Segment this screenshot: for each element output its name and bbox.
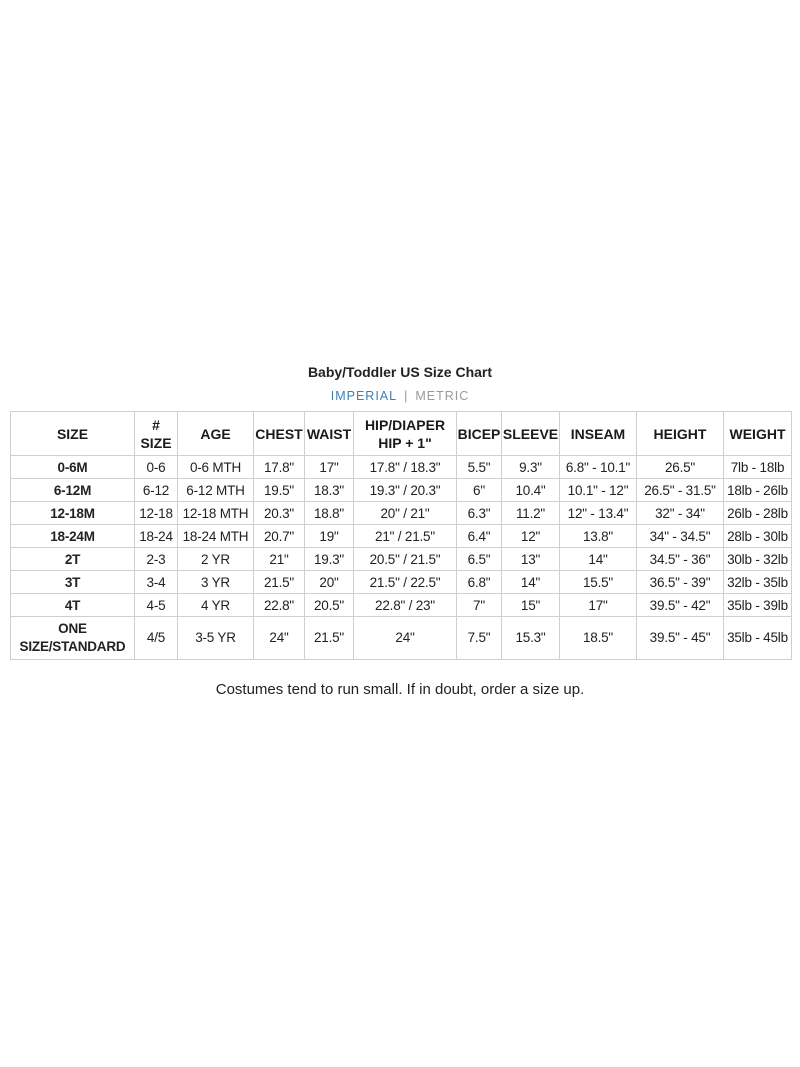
table-cell: 21.5" bbox=[305, 617, 354, 660]
tab-imperial[interactable]: IMPERIAL bbox=[330, 389, 398, 403]
table-row bbox=[11, 548, 792, 571]
table-cell: 30lb - 32lb bbox=[724, 548, 792, 571]
table-cell: 35lb - 45lb bbox=[724, 617, 792, 660]
table-cell: 32" - 34" bbox=[637, 502, 724, 525]
table-cell: 21.5" / 22.5" bbox=[354, 571, 457, 594]
table-cell: 18-24 MTH bbox=[178, 525, 254, 548]
table-cell: 14" bbox=[560, 548, 637, 571]
table-cell: 18-24 bbox=[135, 525, 178, 548]
table-cell: 17" bbox=[305, 456, 354, 479]
table-cell: 15.3" bbox=[502, 617, 560, 660]
table-cell: 4/5 bbox=[135, 617, 178, 660]
table-cell: 24" bbox=[254, 617, 305, 660]
table-cell: 15.5" bbox=[560, 571, 637, 594]
column-header: HIP/DIAPER HIP + 1" bbox=[354, 412, 457, 456]
table-cell: 28lb - 30lb bbox=[724, 525, 792, 548]
table-cell: 3 YR bbox=[178, 571, 254, 594]
table-row bbox=[11, 525, 792, 548]
column-header: SIZE bbox=[11, 412, 135, 456]
table-cell: 12" - 13.4" bbox=[560, 502, 637, 525]
table-cell: 20.7" bbox=[254, 525, 305, 548]
tab-separator: | bbox=[404, 389, 409, 403]
table-cell: 18lb - 26lb bbox=[724, 479, 792, 502]
column-header: WAIST bbox=[305, 412, 354, 456]
size-label-cell: 4T bbox=[11, 594, 135, 617]
table-cell: 6" bbox=[457, 479, 502, 502]
table-cell: 21" / 21.5" bbox=[354, 525, 457, 548]
table-cell: 3-4 bbox=[135, 571, 178, 594]
column-header: BICEP bbox=[457, 412, 502, 456]
size-label-cell: 3T bbox=[11, 571, 135, 594]
table-cell: 22.8" bbox=[254, 594, 305, 617]
table-cell: 0-6 MTH bbox=[178, 456, 254, 479]
table-cell: 13" bbox=[502, 548, 560, 571]
table-cell: 6-12 bbox=[135, 479, 178, 502]
column-header: # SIZE bbox=[135, 412, 178, 456]
table-cell: 21" bbox=[254, 548, 305, 571]
table-cell: 19.3" / 20.3" bbox=[354, 479, 457, 502]
table-body bbox=[11, 456, 792, 660]
table-cell: 32lb - 35lb bbox=[724, 571, 792, 594]
table-cell: 7lb - 18lb bbox=[724, 456, 792, 479]
table-cell: 7.5" bbox=[457, 617, 502, 660]
table-cell: 6.5" bbox=[457, 548, 502, 571]
table-cell: 4 YR bbox=[178, 594, 254, 617]
table-row bbox=[11, 617, 792, 660]
table-cell: 6-12 MTH bbox=[178, 479, 254, 502]
table-cell: 26.5" - 31.5" bbox=[637, 479, 724, 502]
size-label-cell: ONE SIZE/STANDARD bbox=[11, 617, 135, 660]
table-cell: 20" bbox=[305, 571, 354, 594]
table-row bbox=[11, 502, 792, 525]
size-chart-table bbox=[10, 411, 792, 660]
table-cell: 3-5 YR bbox=[178, 617, 254, 660]
table-cell: 6.3" bbox=[457, 502, 502, 525]
table-cell: 9.3" bbox=[502, 456, 560, 479]
unit-tabs bbox=[0, 389, 800, 403]
table-cell: 14" bbox=[502, 571, 560, 594]
table-cell: 12-18 bbox=[135, 502, 178, 525]
chart-title: Baby/Toddler US Size Chart bbox=[307, 364, 493, 380]
table-cell: 2 YR bbox=[178, 548, 254, 571]
table-cell: 20.5" bbox=[305, 594, 354, 617]
table-cell: 20.3" bbox=[254, 502, 305, 525]
table-cell: 39.5" - 42" bbox=[637, 594, 724, 617]
table-cell: 7" bbox=[457, 594, 502, 617]
size-label-cell: 2T bbox=[11, 548, 135, 571]
table-cell: 39.5" - 45" bbox=[637, 617, 724, 660]
tab-metric[interactable]: METRIC bbox=[415, 389, 470, 403]
table-cell: 24" bbox=[354, 617, 457, 660]
table-cell: 19" bbox=[305, 525, 354, 548]
column-header: SLEEVE bbox=[502, 412, 560, 456]
table-cell: 17.8" / 18.3" bbox=[354, 456, 457, 479]
table-cell: 6.4" bbox=[457, 525, 502, 548]
table-cell: 12" bbox=[502, 525, 560, 548]
column-header: CHEST bbox=[254, 412, 305, 456]
table-cell: 19.5" bbox=[254, 479, 305, 502]
table-row bbox=[11, 456, 792, 479]
size-label-cell: 12-18M bbox=[11, 502, 135, 525]
table-cell: 5.5" bbox=[457, 456, 502, 479]
table-cell: 19.3" bbox=[305, 548, 354, 571]
table-cell: 10.1" - 12" bbox=[560, 479, 637, 502]
table-cell: 13.8" bbox=[560, 525, 637, 548]
table-cell: 0-6 bbox=[135, 456, 178, 479]
table-cell: 12-18 MTH bbox=[178, 502, 254, 525]
table-cell: 36.5" - 39" bbox=[637, 571, 724, 594]
table-cell: 15" bbox=[502, 594, 560, 617]
table-cell: 18.5" bbox=[560, 617, 637, 660]
table-cell: 22.8" / 23" bbox=[354, 594, 457, 617]
footnote: Costumes tend to run small. If in doubt, order a size up. bbox=[215, 681, 585, 698]
column-header: INSEAM bbox=[560, 412, 637, 456]
column-header: HEIGHT bbox=[637, 412, 724, 456]
table-cell: 10.4" bbox=[502, 479, 560, 502]
table-row bbox=[11, 571, 792, 594]
table-cell: 18.3" bbox=[305, 479, 354, 502]
table-cell: 35lb - 39lb bbox=[724, 594, 792, 617]
table-row bbox=[11, 594, 792, 617]
column-header: WEIGHT bbox=[724, 412, 792, 456]
table-cell: 26.5" bbox=[637, 456, 724, 479]
table-cell: 2-3 bbox=[135, 548, 178, 571]
table-cell: 6.8" bbox=[457, 571, 502, 594]
table-cell: 11.2" bbox=[502, 502, 560, 525]
size-label-cell: 0-6M bbox=[11, 456, 135, 479]
table-row bbox=[11, 479, 792, 502]
table-cell: 34.5" - 36" bbox=[637, 548, 724, 571]
table-cell: 6.8" - 10.1" bbox=[560, 456, 637, 479]
size-label-cell: 6-12M bbox=[11, 479, 135, 502]
table-cell: 18.8" bbox=[305, 502, 354, 525]
table-cell: 20.5" / 21.5" bbox=[354, 548, 457, 571]
table-cell: 17" bbox=[560, 594, 637, 617]
table-header-row bbox=[11, 412, 792, 456]
table-cell: 17.8" bbox=[254, 456, 305, 479]
table-cell: 20" / 21" bbox=[354, 502, 457, 525]
column-header: AGE bbox=[178, 412, 254, 456]
table-cell: 34" - 34.5" bbox=[637, 525, 724, 548]
table-cell: 4-5 bbox=[135, 594, 178, 617]
size-label-cell: 18-24M bbox=[11, 525, 135, 548]
table-cell: 21.5" bbox=[254, 571, 305, 594]
table-cell: 26lb - 28lb bbox=[724, 502, 792, 525]
